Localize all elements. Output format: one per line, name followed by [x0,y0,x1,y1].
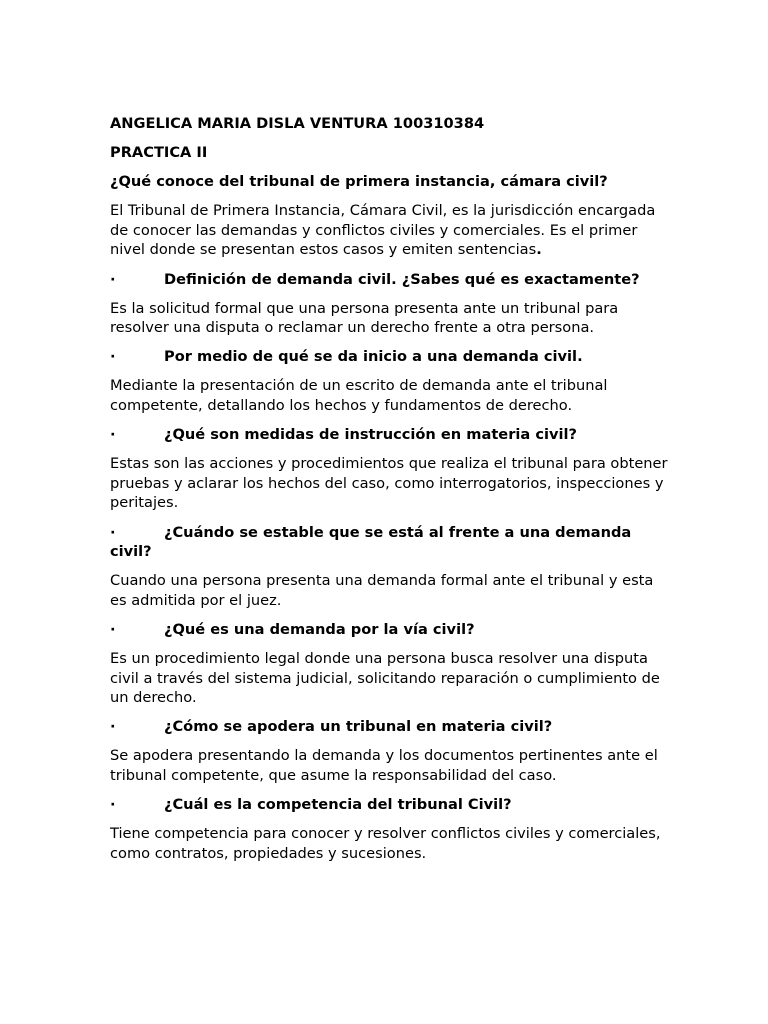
document-page [110,114,670,873]
question-item [110,347,670,367]
question-text: ¿Cuál es la competencia del tribunal Civil? [164,796,512,814]
intro-answer-period: . [536,241,542,259]
bullet-icon: · [110,270,116,288]
question-list [110,270,670,864]
bullet-icon: · [110,523,116,541]
bullet-icon: · [110,796,116,814]
answer-text: Cuando una persona presenta una demanda formal ante el tribunal y esta es admitida por el juez. [110,572,654,609]
intro-answer [110,201,670,260]
answer-text: Es la solicitud formal que una persona presenta ante un tribunal para resolver una disputa o reclamar un derecho frente a otra persona. [110,299,619,337]
bullet-icon: · [110,718,116,736]
answer-text: Se apodera presentando la demanda y los documentos pertinentes ante el tribunal competente, que asume la responsabilidad del caso. [110,747,658,784]
intro-answer-text: El Tribunal de Primera Instancia, Cámara Civil, es la jurisdicción encargada de conocer las demandas y conflictos civiles y comerciales. Es el primer nivel donde se presentan estos casos y emiten sentencias [110,202,656,259]
answer-text: Tiene competencia para conocer y resolver conflictos civiles y comerciales, como contratos, propiedades y sucesiones. [110,825,661,862]
question-text: Por medio de qué se da inicio a una demanda civil. [164,348,583,366]
question-item [110,270,670,290]
question-text: ¿Cuándo se estable que se está al frente a una demanda civil? [110,523,632,561]
answer-text: Es un procedimiento legal donde una persona busca resolver una disputa civil a través del sistema judicial, solicitando reparación o cumplimiento de un derecho. [110,649,660,707]
question-text: ¿Qué es una demanda por la vía civil? [164,620,475,638]
answer-text: Estas son las acciones y procedimientos que realiza el tribunal para obtener pruebas y aclarar los hechos del caso, como interrogatorios, inspecciones y peritajes. [110,455,668,512]
answer-text: Mediante la presentación de un escrito de demanda ante el tribunal competente, detallando los hechos y fundamentos de derecho. [110,377,608,415]
practice-title: PRACTICA II [110,144,208,162]
bullet-icon: · [110,426,116,444]
question-item [110,425,670,445]
question-text: ¿Cómo se apodera un tribunal en materia civil? [164,718,553,736]
question-item [110,795,670,815]
question-item [110,717,670,737]
question-text: ¿Qué son medidas de instrucción en materia civil? [164,426,577,444]
student-name-line: ANGELICA MARIA DISLA VENTURA 100310384 [110,115,485,132]
bullet-icon: · [110,620,116,638]
question-text: Definición de demanda civil. ¿Sabes qué es exactamente? [164,270,640,288]
question-item [110,620,670,640]
intro-question: ¿Qué conoce del tribunal de primera instancia, cámara civil? [110,173,608,191]
bullet-icon: · [110,348,116,366]
question-item [110,523,670,562]
